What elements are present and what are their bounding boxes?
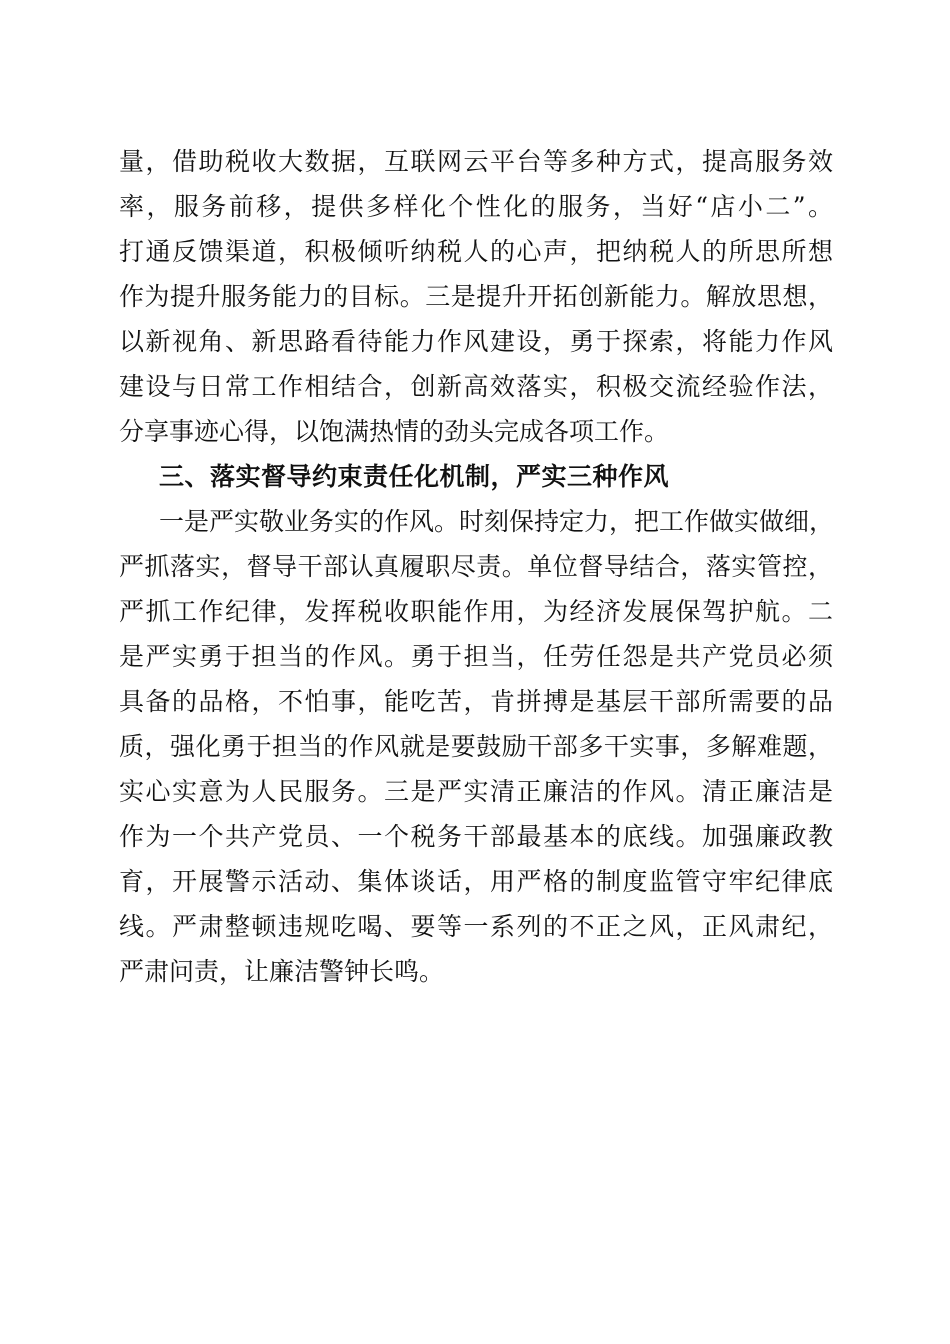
paragraph-line: 严抓工作纪律，发挥税收职能作用，为经济发展保驾护航。二	[119, 597, 833, 626]
paragraph-line: 作为一个共产党员、一个税务干部最基本的底线。加强廉政教	[119, 822, 833, 851]
paragraph-line: 率，服务前移，提供多样化个性化的服务，当好“店小二”。	[119, 192, 833, 221]
paragraph-line: 严抓落实，督导干部认真履职尽责。单位督导结合，落实管控，	[119, 552, 833, 581]
section-heading: 三、落实督导约束责任化机制，严实三种作风	[159, 462, 670, 491]
paragraph-line: 具备的品格，不怕事，能吃苦，肯拼搏是基层干部所需要的品	[119, 687, 833, 716]
paragraph-line: 质，强化勇于担当的作风就是要鼓励干部多干实事，多解难题，	[119, 732, 833, 761]
paragraph-line: 严肃问责，让廉洁警钟长鸣。	[119, 957, 445, 986]
paragraph-line: 打通反馈渠道，积极倾听纳税人的心声，把纳税人的所思所想	[119, 237, 833, 266]
paragraph-line: 作为提升服务能力的目标。三是提升开拓创新能力。解放思想，	[119, 282, 833, 311]
paragraph-line: 以新视角、新思路看待能力作风建设，勇于探索，将能力作风	[119, 327, 833, 356]
paragraph-line: 实心实意为人民服务。三是严实清正廉洁的作风。清正廉洁是	[119, 777, 833, 806]
paragraph-line: 量，借助税收大数据，互联网云平台等多种方式，提高服务效	[119, 147, 833, 176]
paragraph-line: 育，开展警示活动、集体谈话，用严格的制度监管守牢纪律底	[119, 867, 833, 896]
paragraph-line: 建设与日常工作相结合，创新高效落实，积极交流经验作法，	[119, 372, 833, 401]
paragraph-line: 分享事迹心得，以饱满热情的劲头完成各项工作。	[119, 417, 670, 446]
paragraph-line: 线。严肃整顿违规吃喝、要等一系列的不正之风，正风肃纪，	[119, 912, 833, 941]
paragraph-line: 是严实勇于担当的作风。勇于担当，任劳任怨是共产党员必须	[119, 642, 833, 671]
paragraph-line: 一是严实敬业务实的作风。时刻保持定力，把工作做实做细，	[159, 507, 835, 536]
